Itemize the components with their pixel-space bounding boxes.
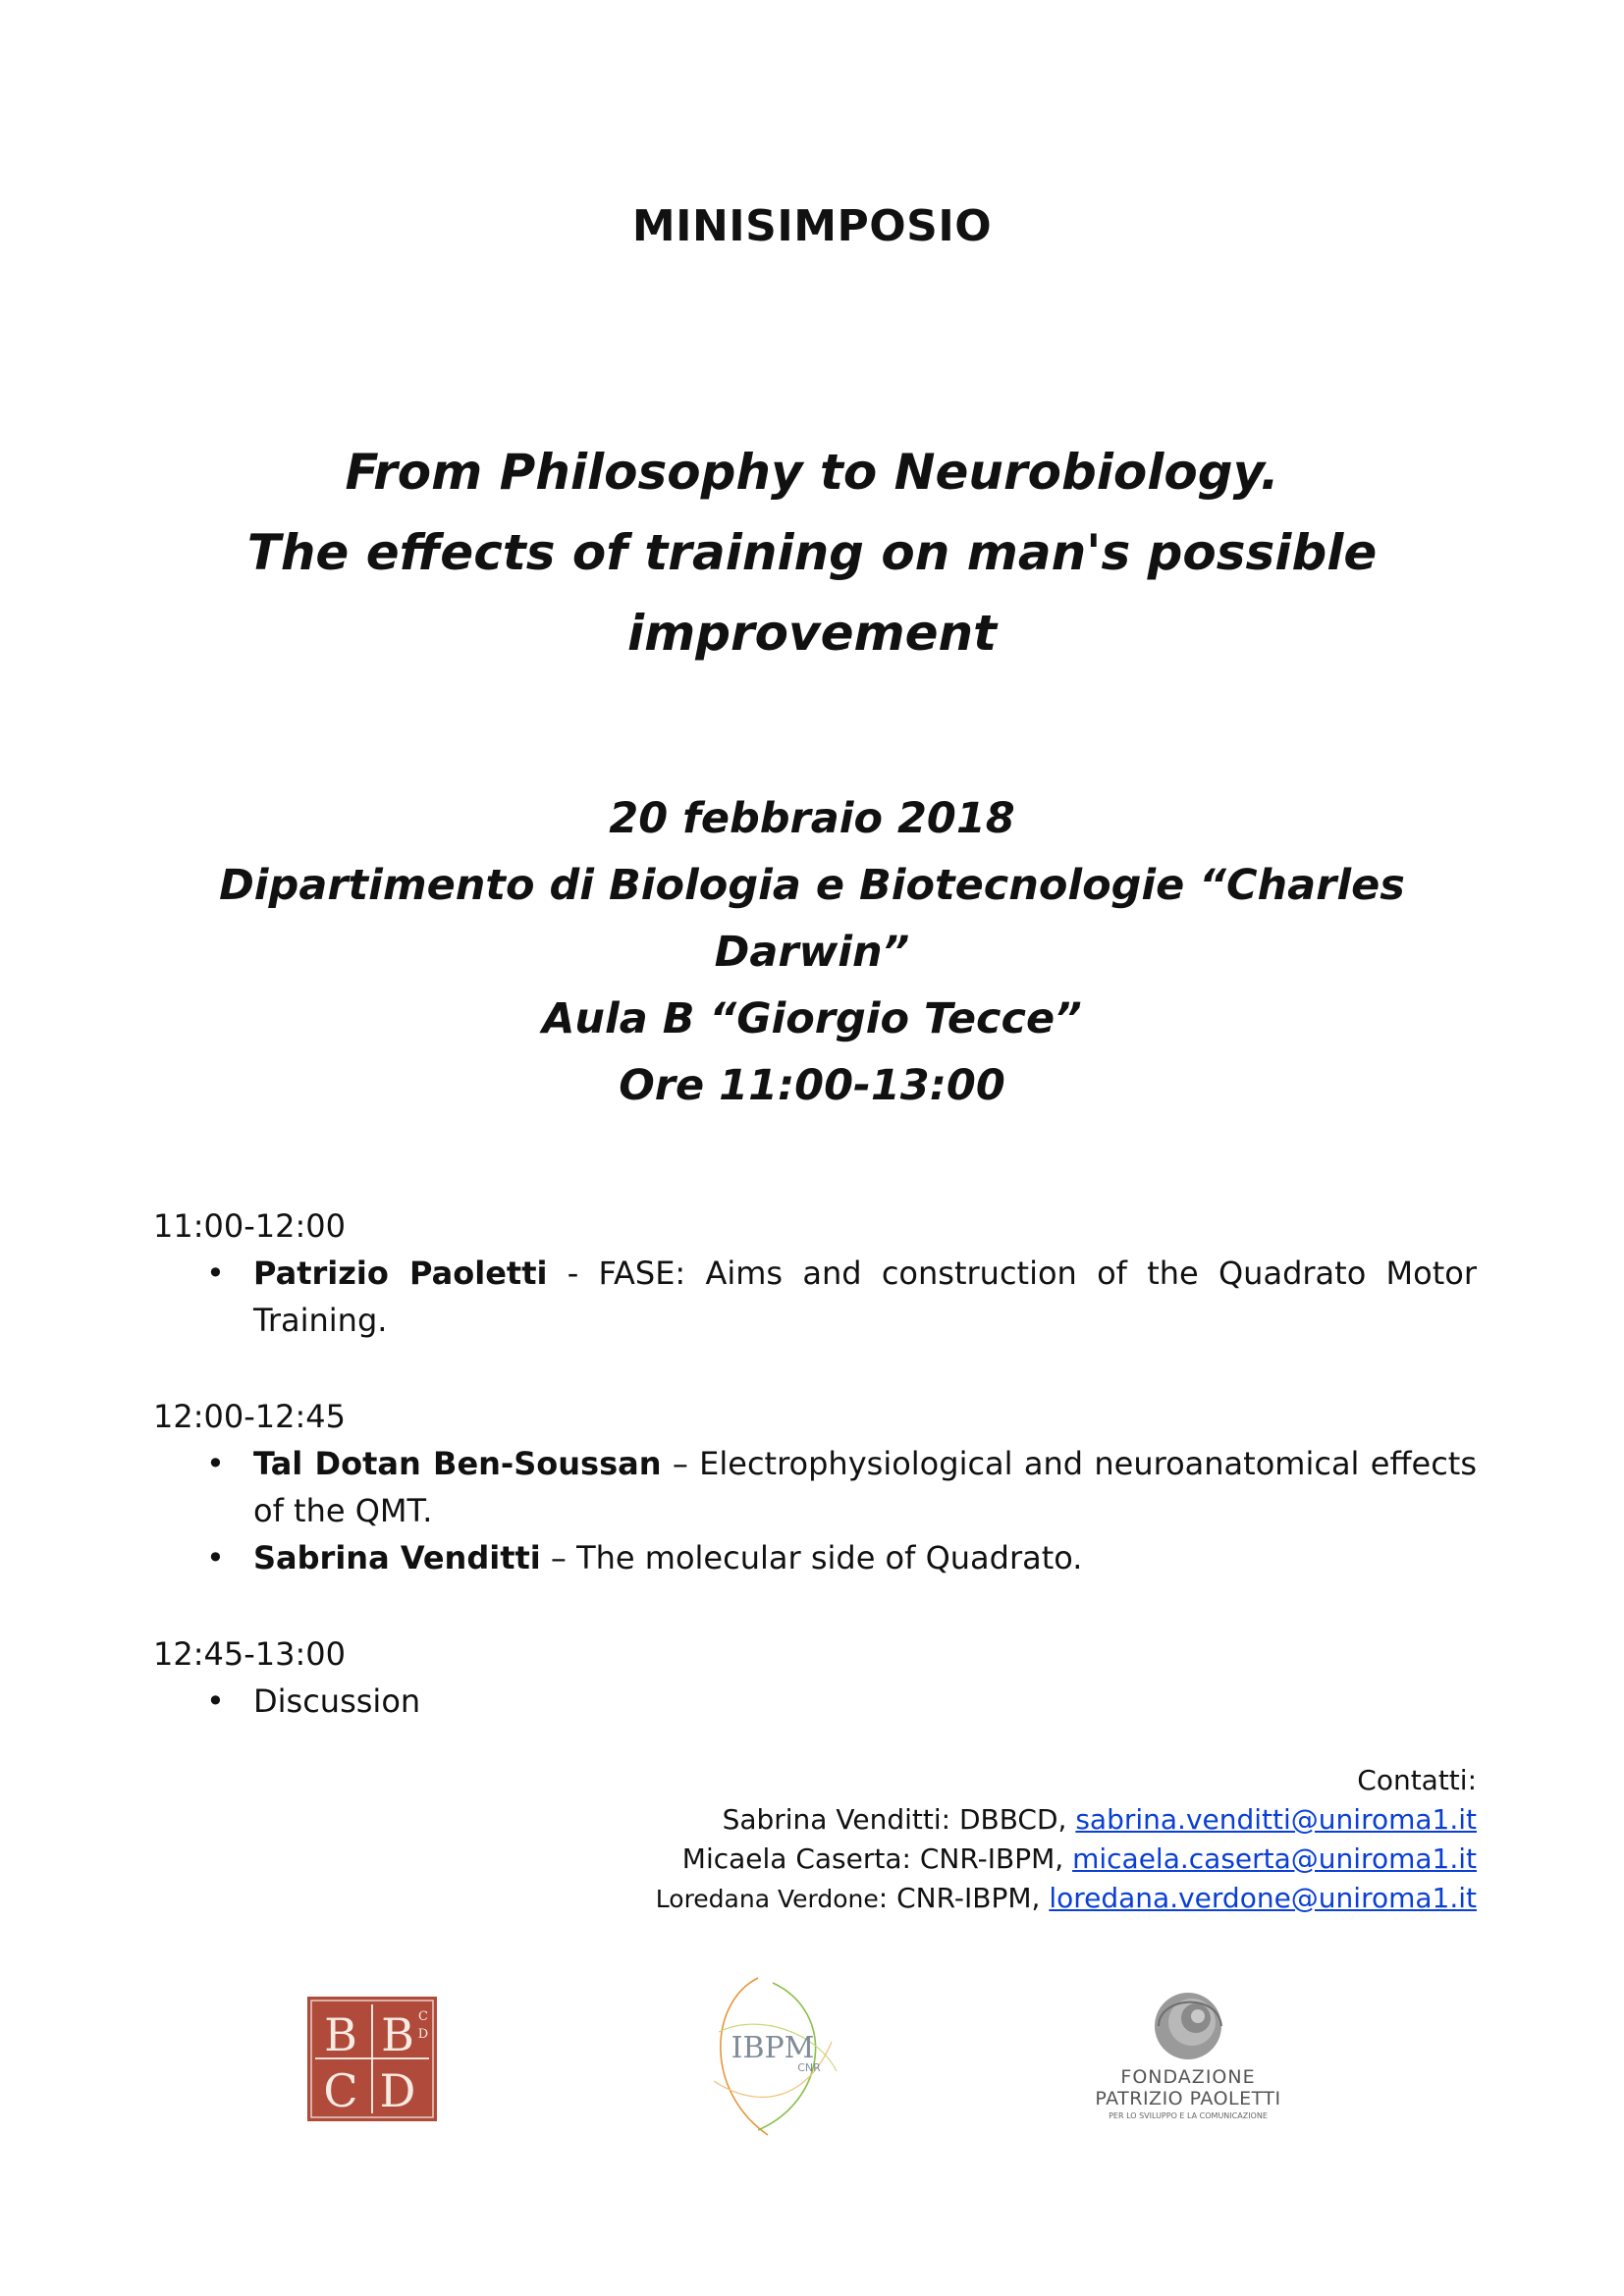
- program-slot: [153, 1393, 1477, 1581]
- nautilus-shell-icon: [1155, 1993, 1221, 2059]
- talk-separator: –: [540, 1539, 577, 1576]
- subtitle-line-2: The effects of training on man's possible: [246, 524, 1378, 581]
- bullet-icon: •: [206, 1682, 225, 1720]
- contact-label: Sabrina Venditti: DBBCD,: [722, 1803, 1076, 1836]
- talk-topic: FASE: Aims and construction of the Quadrato Motor Training.: [253, 1255, 1477, 1339]
- event-department-line-1: Dipartimento di Biologia e Biotecnologie “Charles: [219, 861, 1405, 910]
- talk-item: [153, 1250, 1477, 1344]
- contact-email-link[interactable]: sabrina.venditti@uniroma1.it: [1075, 1803, 1477, 1836]
- talk-topic: The molecular side of Quadrato.: [576, 1539, 1083, 1576]
- bbcd-logo-letter: B: [381, 2008, 414, 2061]
- contact-email-link[interactable]: loredana.verdone@uniroma1.it: [1049, 1882, 1477, 1914]
- bbcd-logo-corner-letter: D: [417, 2027, 429, 2042]
- contact-email-link[interactable]: micaela.caserta@uniroma1.it: [1072, 1842, 1477, 1875]
- contact-entry: [656, 1840, 1477, 1879]
- talk-speaker: Tal Dotan Ben-Soussan: [253, 1445, 662, 1482]
- event-room: Aula B “Giorgio Tecce”: [542, 994, 1082, 1043]
- subtitle-line-1: From Philosophy to Neurobiology.: [345, 444, 1279, 501]
- bullet-icon: •: [206, 1445, 225, 1482]
- talk-list: [153, 1440, 1477, 1581]
- event-hours: Ore 11:00-13:00: [619, 1061, 1005, 1110]
- contacts-block: [656, 1761, 1477, 1919]
- program-schedule: [153, 1202, 1477, 1774]
- slot-time: 12:00-12:45: [153, 1398, 346, 1435]
- contacts-heading: Contatti:: [1357, 1764, 1477, 1796]
- ibpm-logo-text: IBPM: [731, 2031, 815, 2065]
- bullet-icon: •: [206, 1539, 225, 1576]
- event-department-line-2: Darwin”: [714, 928, 910, 977]
- talk-list: [153, 1678, 1477, 1725]
- event-info: [196, 785, 1428, 1119]
- fondazione-logo-line1: FONDAZIONE: [1120, 2066, 1256, 2088]
- talk-item: [153, 1678, 1477, 1725]
- symposium-subtitle: [196, 432, 1428, 673]
- event-date: 20 febbraio 2018: [609, 794, 1015, 843]
- talk-separator: -: [547, 1255, 599, 1292]
- talk-item: [153, 1440, 1477, 1534]
- contact-label: Loredana Verdone: [655, 1885, 879, 1913]
- program-slot: [153, 1202, 1477, 1344]
- subtitle-line-3: improvement: [626, 605, 998, 662]
- bbcd-logo-corner-letter: C: [418, 2009, 428, 2024]
- bbcd-logo-letter: B: [324, 2008, 357, 2061]
- ibpm-logo: [699, 1973, 846, 2140]
- program-slot: [153, 1630, 1477, 1725]
- talk-separator: –: [661, 1445, 700, 1482]
- talk-speaker: Sabrina Venditti: [253, 1539, 541, 1576]
- bullet-icon: •: [206, 1255, 225, 1292]
- contact-label: : CNR-IBPM,: [878, 1882, 1050, 1914]
- talk-topic: Electrophysiological and neuroanatomical effects of the QMT.: [253, 1445, 1478, 1529]
- bbcd-logo-letter: C: [323, 2064, 358, 2117]
- slot-time: 12:45-13:00: [153, 1635, 346, 1673]
- talk-list: [153, 1250, 1477, 1344]
- talk-item: [153, 1534, 1477, 1581]
- contact-label: Micaela Caserta: CNR-IBPM,: [681, 1842, 1073, 1875]
- bbcd-logo-letter: D: [379, 2064, 416, 2117]
- talk-topic: Discussion: [253, 1682, 421, 1720]
- fondazione-logo-line2: PATRIZIO PAOLETTI: [1095, 2088, 1281, 2109]
- contact-entry: [656, 1879, 1477, 1919]
- talk-speaker: Patrizio Paoletti: [253, 1255, 548, 1292]
- document-title: MINISIMPOSIO: [631, 201, 993, 251]
- slot-time: 11:00-12:00: [153, 1207, 346, 1245]
- fondazione-logo: [1060, 1987, 1316, 2124]
- ibpm-logo-subtext: CNR: [797, 2061, 821, 2074]
- contact-entry: [656, 1800, 1477, 1840]
- bbcd-logo: [307, 1997, 437, 2121]
- fondazione-logo-line3: PER LO SVILUPPO E LA COMUNICAZIONE: [1109, 2111, 1268, 2120]
